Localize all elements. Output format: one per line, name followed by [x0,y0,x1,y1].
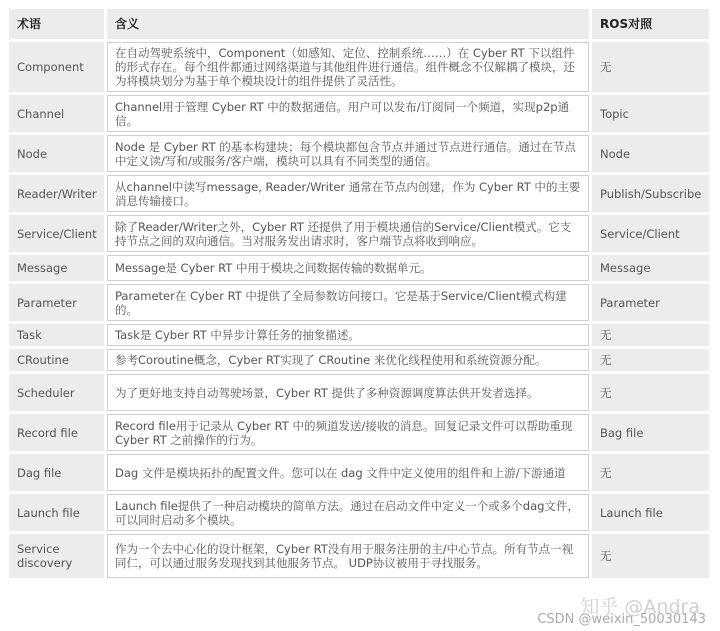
ros-cell: Parameter [592,284,709,321]
header-ros: ROS对照 [592,9,709,39]
meaning-cell: Launch file提供了一种启动模块的简单方法。通过在启动文件中定义一个或多个dag文件，可以同时启动多个模块。 [107,494,589,531]
meaning-cell: 除了Reader/Writer之外，Cyber RT 还提供了用于模块通信的Service/Client模式。它支持节点之间的双向通信。当对服务发出请求时，客户端节点将收到响应。 [107,215,589,252]
table-header-row [9,9,709,39]
table-body [9,42,709,578]
meaning-cell: 为了更好地支持自动驾驶场景，Cyber RT 提供了多种资源调度算法供开发者选择。 [107,374,589,411]
meaning-cell: Record file用于记录从 Cyber RT 中的频道发送/接收的消息。回复记录文件可以帮助重现 Cyber RT 之前操作的行为。 [107,414,589,451]
ros-cell: Publish/Subscribe [592,175,709,212]
table-row [9,374,709,411]
csdn-watermark: CSDN @weixin_50030143 [537,612,706,627]
term-cell: Service discovery [9,534,104,578]
ros-cell: 无 [592,374,709,411]
term-cell: Component [9,42,104,92]
table-row [9,349,709,371]
terminology-table [6,6,712,581]
term-cell: Dag file [9,454,104,491]
ros-cell: Launch file [592,494,709,531]
ros-cell: 无 [592,42,709,92]
term-cell: Scheduler [9,374,104,411]
meaning-cell: Node 是 Cyber RT 的基本构建块；每个模块都包含节点并通过节点进行通信。通过在节点中定义读/写和/或服务/客户端，模块可以具有不同类型的通信。 [107,135,589,172]
table-row [9,494,709,531]
table-row [9,42,709,92]
term-cell: CRoutine [9,349,104,371]
term-cell: Node [9,135,104,172]
meaning-cell: 作为一个去中心化的设计框架，Cyber RT没有用于服务注册的主/中心节点。所有节点一视同仁，可以通过服务发现找到其他服务节点。 UDP协议被用于寻找服务。 [107,534,589,578]
meaning-cell: Message是 Cyber RT 中用于模块之间数据传输的数据单元。 [107,255,589,281]
term-cell: Message [9,255,104,281]
ros-cell: 无 [592,454,709,491]
table-row [9,135,709,172]
term-cell: Parameter [9,284,104,321]
meaning-cell: Task是 Cyber RT 中异步计算任务的抽象描述。 [107,324,589,346]
header-meaning: 含义 [107,9,589,39]
term-cell: Reader/Writer [9,175,104,212]
table-row [9,454,709,491]
term-cell: Record file [9,414,104,451]
header-term: 术语 [9,9,104,39]
table-row [9,215,709,252]
term-cell: Service/Client [9,215,104,252]
ros-cell: Message [592,255,709,281]
ros-cell: 无 [592,324,709,346]
ros-cell: 无 [592,349,709,371]
ros-cell: Topic [592,95,709,132]
terminology-table-container [6,6,712,581]
table-row [9,534,709,578]
meaning-cell: 从channel中读写message, Reader/Writer 通常在节点内创建，作为 Cyber RT 中的主要消息传输接口。 [107,175,589,212]
term-cell: Channel [9,95,104,132]
ros-cell: Service/Client [592,215,709,252]
table-row [9,175,709,212]
ros-cell: 无 [592,534,709,578]
meaning-cell: Channel用于管理 Cyber RT 中的数据通信。用户可以发布/订阅同一个频道，实现p2p通信。 [107,95,589,132]
table-row [9,324,709,346]
term-cell: Launch file [9,494,104,531]
zhihu-watermark: 知乎 @Andra [580,596,700,618]
table-row [9,95,709,132]
ros-cell: Node [592,135,709,172]
term-cell: Task [9,324,104,346]
table-row [9,284,709,321]
table-row [9,414,709,451]
table-row [9,255,709,281]
meaning-cell: Parameter在 Cyber RT 中提供了全局参数访问接口。它是基于Service/Client模式构建的。 [107,284,589,321]
meaning-cell: 在自动驾驶系统中，Component（如感知、定位、控制系统……）在 Cyber RT 下以组件的形式存在。每个组件都通过网络渠道与其他组件进行通信。组件概念不仅解耦了模块，还为将模块划分为基于单个模块设计的组件提供了灵活性。 [107,42,589,92]
meaning-cell: 参考Coroutine概念，Cyber RT实现了 CRoutine 来优化线程使用和系统资源分配。 [107,349,589,371]
ros-cell: Bag file [592,414,709,451]
meaning-cell: Dag 文件是模块拓扑的配置文件。您可以在 dag 文件中定义使用的组件和上游/下游通道 [107,454,589,491]
